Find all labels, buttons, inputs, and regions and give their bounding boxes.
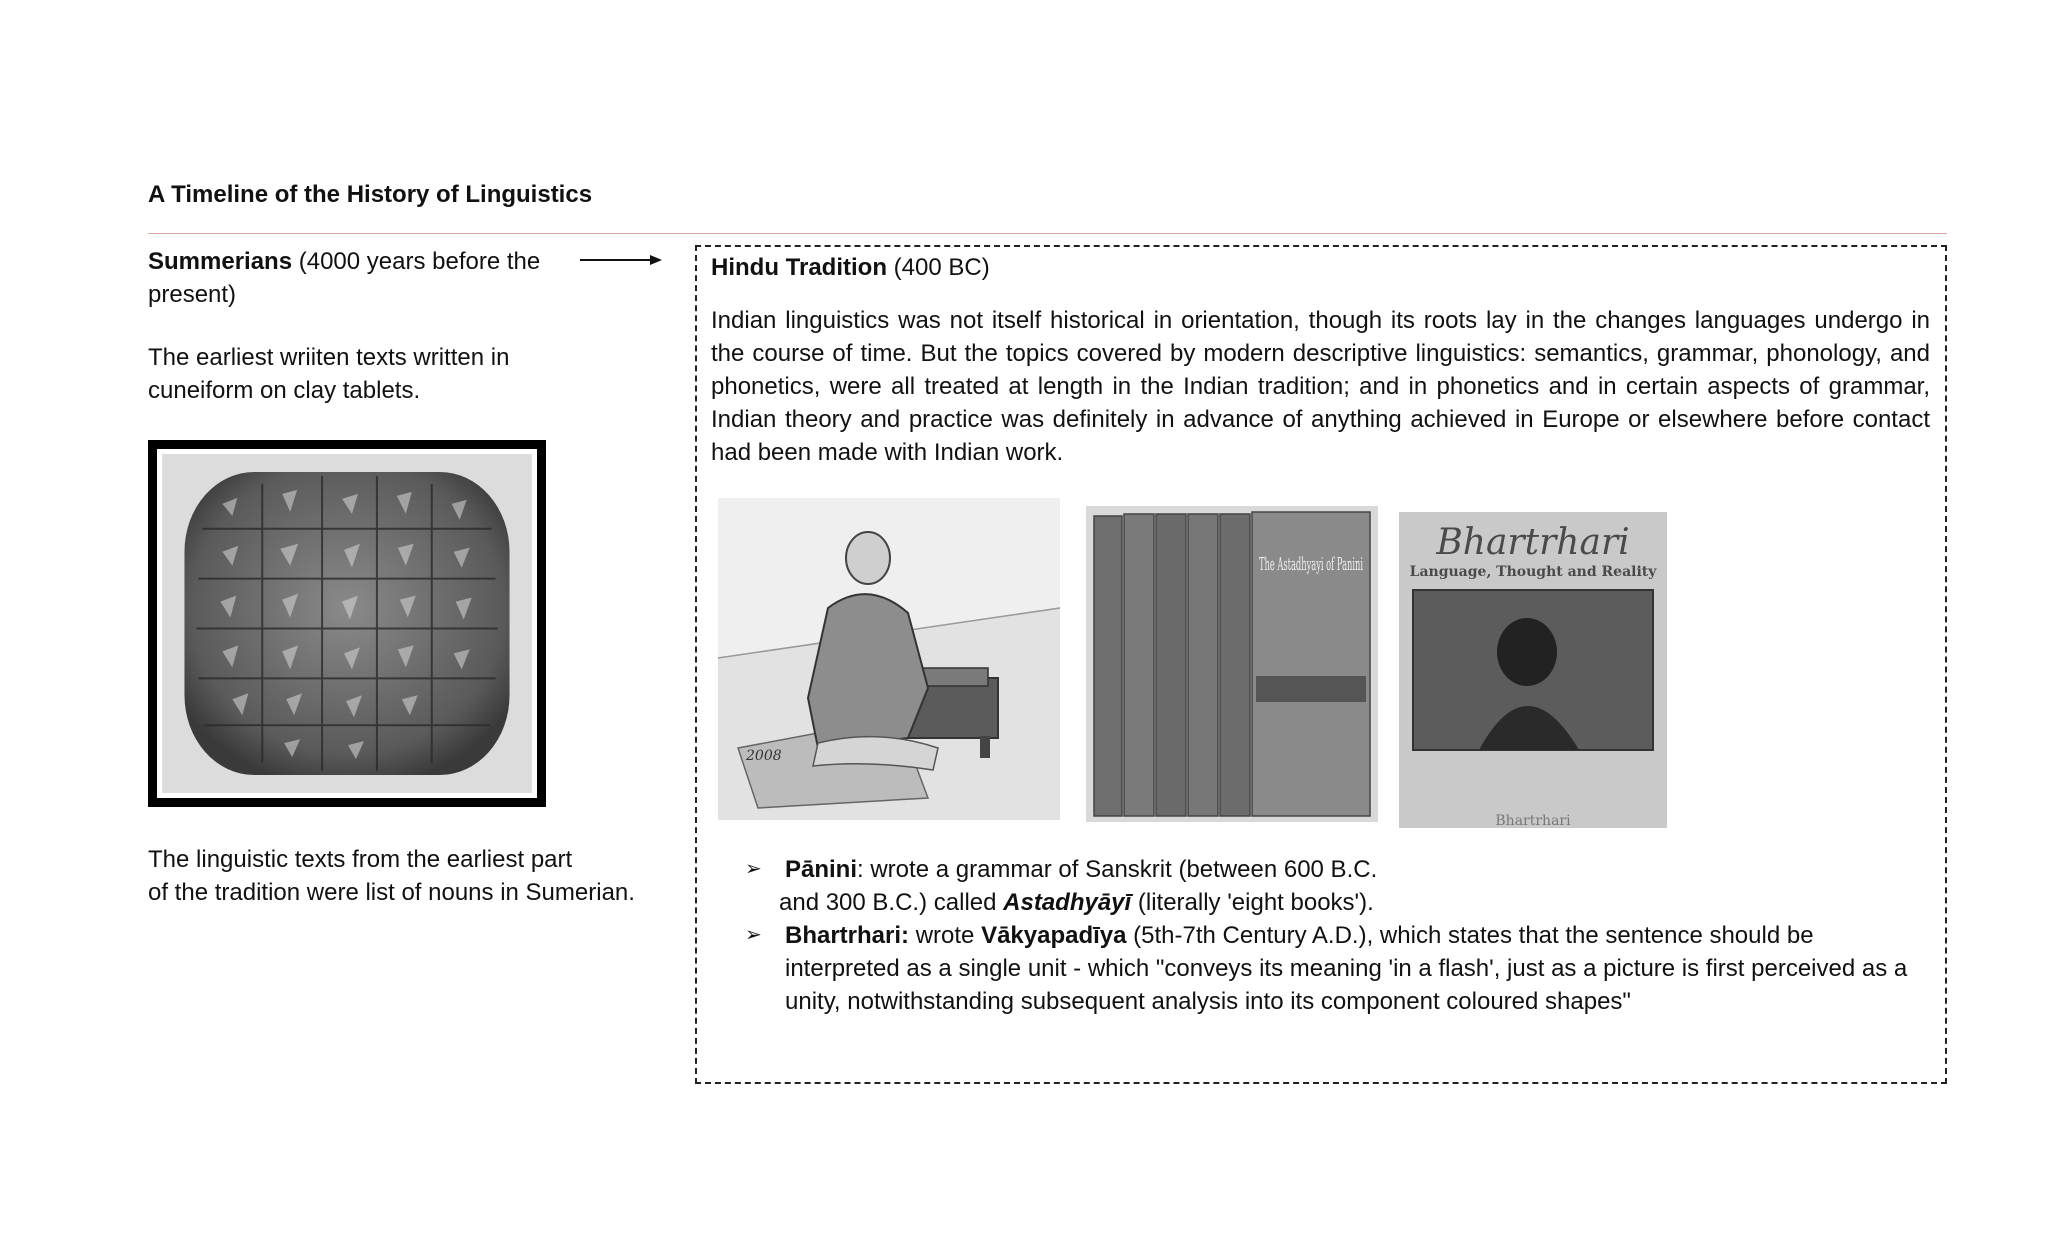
sumerians-footer-line-2: of the tradition were list of nouns in Sumerian. [148,879,635,906]
bullet-work: Vākyapadīya [981,922,1127,949]
bullet-text: (5th-7th Century A.D.), which states that the sentence should be interpreted as a single unit - which "conveys its meaning 'in a flash', just as a picture is first perceived as a unity, notwithstanding subsequent analysis into its component coloured shapes" [785,922,1908,1015]
hindu-heading-bold: Hindu Tradition [711,254,887,281]
book-cover-title: The Astadhyayi of Panini [1259,554,1364,575]
sumerians-footer [148,843,688,909]
cuneiform-tablet-illustration [162,454,532,793]
hindu-bullet-list [745,853,1930,1018]
title-divider [148,233,1947,234]
cartoon-signature: 2008 [746,748,782,764]
sumerians-heading-rest: (4000 years before the present) [148,248,541,308]
bullet-name: Pānini [785,856,858,883]
hindu-heading-rest: (400 BC) [886,254,990,281]
bhartrhari-cover-footer: Bhartrhari [1495,813,1571,829]
timeline-arrow-icon [578,250,664,270]
list-item [745,853,1930,919]
sumerians-footer-line-1: The linguistic texts from the earliest part [148,846,573,873]
sumerians-body: The earliest wriiten texts written in cuneiform on clay tablets. [148,344,510,404]
page-title: A Timeline of the History of Linguistics [148,181,593,208]
panini-cartoon-image [718,498,1060,820]
bhartrhari-book-image [1399,512,1667,828]
bullet-text: wrote [909,922,982,949]
bullet-text: (literally 'eight books'). [1131,889,1374,916]
bullet-work: Astadhyāyī [1003,889,1132,916]
astadhyayi-books-image [1086,506,1378,822]
hindu-body: Indian linguistics was not itself historical in orientation, though its roots lay in the changes languages undergo in the course of time. But the topics covered by modern descriptive linguistics: semantics, grammar, phonology, and phonetics, were all treated at length in the Indian tradition; and in phonetics and in certain aspects of grammar, Indian theory and practice was definitely in advance of anything achieved in Europe or elsewhere before contact had been made with Indian work. [711,307,1930,466]
bullet-text: and 300 B.C.) called [779,889,1004,916]
hindu-heading [711,254,990,282]
arrow-bullet-icon: ➢ [745,924,762,946]
cuneiform-tablet-image [148,440,546,807]
bullet-name: Bhartrhari: [785,922,910,949]
bullet-text: : wrote a grammar of Sanskrit (between 600 B.C. [857,856,1378,883]
list-item [745,919,1930,1018]
sumerians-heading-bold: Summerians [148,248,293,275]
bhartrhari-cover-subtitle: Language, Thought and Reality [1409,564,1657,580]
sumerians-heading [148,245,578,311]
arrow-bullet-icon: ➢ [745,858,762,880]
bhartrhari-cover-title: Bhartrhari [1436,522,1630,563]
